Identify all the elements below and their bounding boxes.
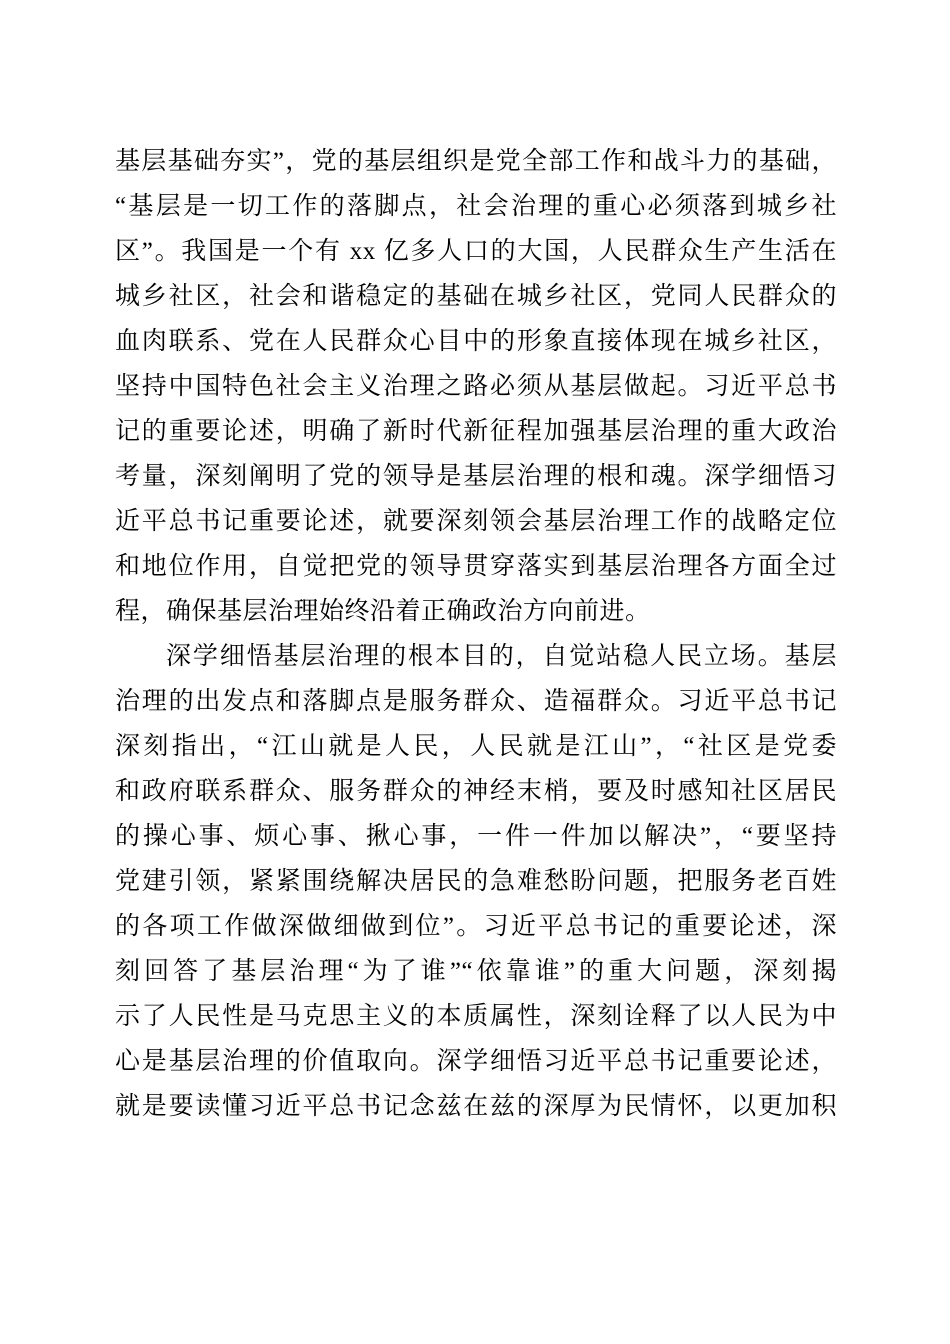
text-line: 基层基础夯实”，党的基层组织是党全部工作和战斗力的基础， xyxy=(115,148,837,175)
text-line: 治理的出发点和落脚点是服务群众、造福群众。习近平总书记 xyxy=(115,688,837,715)
text-line: 考量，深刻阐明了党的领导是基层治理的根和魂。深学细悟习 xyxy=(115,463,837,490)
text-line: 血肉联系、党在人民群众心目中的形象直接体现在城乡社区， xyxy=(115,328,837,355)
paragraph-1 xyxy=(115,139,837,634)
text-line: “基层是一切工作的落脚点，社会治理的重心必须落到城乡社 xyxy=(115,193,837,220)
text-line: 深刻指出，“江山就是人民，人民就是江山”，“社区是党委 xyxy=(115,733,837,760)
text-line: 深学细悟基层治理的根本目的，自觉站稳人民立场。基层 xyxy=(166,643,837,670)
text-line: 心是基层治理的价值取向。深学细悟习近平总书记重要论述， xyxy=(115,1048,837,1075)
text-body xyxy=(115,139,837,1129)
text-line: 近平总书记重要论述，就要深刻领会基层治理工作的战略定位 xyxy=(115,508,837,535)
text-line: 党建引领，紧紧围绕解决居民的急难愁盼问题，把服务老百姓 xyxy=(115,868,837,895)
text-line: 和政府联系群众、服务群众的神经末梢，要及时感知社区居民 xyxy=(115,778,837,805)
paragraph-2 xyxy=(115,634,837,1129)
text-line: 城乡社区，社会和谐稳定的基础在城乡社区，党同人民群众的 xyxy=(115,283,837,310)
text-line: 的操心事、烦心事、揪心事，一件一件加以解决”，“要坚持 xyxy=(115,823,837,850)
text-line: 坚持中国特色社会主义治理之路必须从基层做起。习近平总书 xyxy=(115,373,837,400)
text-line: 就是要读懂习近平总书记念兹在兹的深厚为民情怀，以更加积 xyxy=(115,1093,837,1120)
text-line: 程，确保基层治理始终沿着正确政治方向前进。 xyxy=(115,598,651,625)
text-line: 示了人民性是马克思主义的本质属性，深刻诠释了以人民为中 xyxy=(115,1003,837,1030)
text-line: 和地位作用，自觉把党的领导贯穿落实到基层治理各方面全过 xyxy=(115,553,837,580)
text-line: 刻回答了基层治理“为了谁”“依靠谁”的重大问题，深刻揭 xyxy=(115,958,837,985)
text-line: 记的重要论述，明确了新时代新征程加强基层治理的重大政治 xyxy=(115,418,837,445)
text-line: 的各项工作做深做细做到位”。习近平总书记的重要论述，深 xyxy=(115,913,837,940)
text-line: 区”。我国是一个有 xx 亿多人口的大国，人民群众生产生活在 xyxy=(115,238,837,265)
